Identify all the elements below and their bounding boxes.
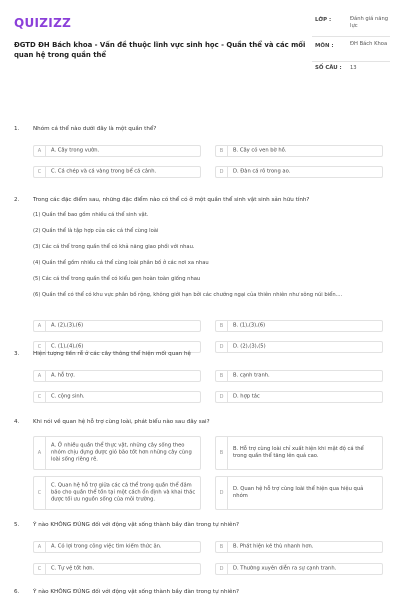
question-text: Khi nói về quan hệ hỗ trợ cùng loài, phát biểu nào sau đây sai?	[33, 419, 210, 425]
option-b[interactable]	[215, 370, 383, 382]
option-d[interactable]	[215, 563, 383, 575]
option-letter: B	[216, 437, 228, 469]
question-text: Trong các đặc điểm sau, những đặc điểm nào có thể có ở một quần thể sinh vật sinh sản hữu tính?	[33, 197, 310, 203]
option-text: B. Phát hiện kẻ thù nhanh hơn.	[233, 543, 314, 550]
question-text: Ý nào KHÔNG ĐÚNG đối với động vật sống thành bầy đàn trong tự nhiên?	[33, 589, 239, 595]
statement: (5) Các cá thể trong quần thể có kiểu gen hoàn toàn giống nhau	[33, 276, 201, 282]
option-a[interactable]	[33, 370, 201, 382]
question-text: Ý nào KHÔNG ĐÚNG đối với động vật sống thành bầy đàn trong tự nhiên?	[33, 522, 239, 528]
option-text: A. (2),(3),(6)	[51, 322, 84, 329]
meta-label: SỐ CÂU :	[315, 65, 342, 71]
meta-value: ĐH Bách Khoa	[350, 41, 388, 47]
option-letter: A	[34, 437, 46, 469]
option-a[interactable]	[33, 541, 201, 553]
option-d[interactable]	[215, 166, 383, 178]
option-text: D. Thường xuyên diễn ra sự cạnh tranh.	[233, 565, 337, 572]
meta-label: LỚP :	[315, 17, 332, 23]
option-a[interactable]	[33, 436, 201, 470]
option-letter: B	[216, 321, 228, 331]
option-b[interactable]	[215, 436, 383, 470]
option-text: A. hỗ trợ.	[51, 372, 75, 379]
option-text: A. Cây trong vườn.	[51, 147, 100, 154]
option-letter: C	[34, 564, 46, 574]
question-number: 3.	[14, 351, 20, 357]
option-c[interactable]	[33, 563, 201, 575]
option-c[interactable]	[33, 391, 201, 403]
question-text: Nhóm cá thể nào dưới đây là một quần thể?	[33, 126, 157, 132]
question-number: 6.	[14, 589, 20, 595]
option-letter: C	[34, 342, 46, 352]
option-letter: D	[216, 477, 228, 509]
question-number: 4.	[14, 419, 20, 425]
meta-value: 13	[350, 65, 357, 71]
option-text: D. (2),(3),(5)	[233, 343, 266, 350]
option-b[interactable]	[215, 145, 383, 157]
worksheet-title: ĐGTD ĐH Bách khoa - Vấn đề thuộc lĩnh vực sinh học - Quần thể và các mối quan hệ trong quần thể	[14, 41, 306, 59]
option-letter: A	[34, 146, 46, 156]
question-number: 2.	[14, 197, 20, 203]
option-text: B. Cây cỏ ven bờ hồ.	[233, 147, 287, 154]
option-letter: D	[216, 392, 228, 402]
statement: (3) Các cá thể trong quần thể có khả năng giao phối với nhau.	[33, 244, 195, 250]
option-text: C. Cá chép và cá vàng trong bể cá cảnh.	[51, 168, 157, 175]
option-a[interactable]	[33, 145, 201, 157]
option-b[interactable]	[215, 320, 383, 332]
option-text: C. Quan hệ hỗ trợ giữa các cá thể trong quần thể đảm bảo cho quần thể tồn tại một cách ổn định và khai thác được tối ưu nguồn sống của môi trường.	[51, 482, 196, 503]
meta-value: Đánh giá năng lực	[350, 16, 389, 29]
option-text: D. Quan hệ hỗ trợ cùng loài thể hiện qua hiệu quả nhóm	[233, 486, 364, 499]
option-letter: C	[34, 167, 46, 177]
option-text: A. Có lợi trong công việc tìm kiếm thức ăn.	[51, 543, 162, 550]
option-text: C. (1),(4),(6)	[51, 343, 84, 350]
option-text: B. (1),(3),(6)	[233, 322, 266, 329]
statement: (4) Quần thể gồm nhiều cá thể cùng loài phân bố ở các nơi xa nhau	[33, 260, 209, 266]
option-letter: D	[216, 167, 228, 177]
statement: (6) Quần thể có thể có khu vực phân bố rộng, không giới hạn bởi các chướng ngại của thiên nhiên như sông núi biển....	[33, 292, 343, 298]
worksheet-header	[0, 0, 400, 86]
option-text: B. Hỗ trợ cùng loài chỉ xuất hiện khi mật độ cá thể trong quần thể tăng lên quá cao.	[233, 446, 364, 459]
option-c[interactable]	[33, 476, 201, 510]
statement: (2) Quần thể là tập hợp của các cá thể cùng loài	[33, 228, 159, 234]
option-text: D. hợp tác	[233, 393, 260, 400]
option-letter: A	[34, 321, 46, 331]
question-text: Hiện tượng liền rễ ở các cây thông thể hiện mối quan hệ	[33, 351, 191, 357]
option-letter: B	[216, 146, 228, 156]
option-letter: D	[216, 342, 228, 352]
option-letter: B	[216, 542, 228, 552]
option-letter: A	[34, 542, 46, 552]
meta-row-class	[312, 14, 390, 37]
option-letter: D	[216, 564, 228, 574]
option-text: C. cộng sinh.	[51, 393, 85, 400]
option-a[interactable]	[33, 320, 201, 332]
option-text: A. Ở nhiều quần thể thực vật, những cây sống theo nhóm chịu đựng được gió bão tốt hơn những cây cùng loài sống riêng rẽ.	[51, 442, 192, 463]
option-letter: C	[34, 477, 46, 509]
option-text: B. cạnh tranh.	[233, 372, 270, 379]
option-letter: C	[34, 392, 46, 402]
question-number: 1.	[14, 126, 20, 132]
meta-table	[312, 14, 390, 74]
question-number: 5.	[14, 522, 20, 528]
option-letter: B	[216, 371, 228, 381]
option-d[interactable]	[215, 476, 383, 510]
option-text: C. Tự vệ tốt hơn.	[51, 565, 95, 572]
statement: (1) Quần thể bao gồm nhiều cá thể sinh vật.	[33, 212, 149, 218]
option-letter: A	[34, 371, 46, 381]
meta-row-subject	[312, 37, 390, 62]
option-b[interactable]	[215, 541, 383, 553]
meta-row-count	[312, 62, 390, 74]
quizizz-logo: QUIZIZZ	[14, 16, 72, 30]
meta-label: MÔN :	[315, 43, 334, 49]
option-c[interactable]	[33, 166, 201, 178]
option-text: D. Đàn cá rô trong ao.	[233, 168, 291, 175]
option-d[interactable]	[215, 391, 383, 403]
